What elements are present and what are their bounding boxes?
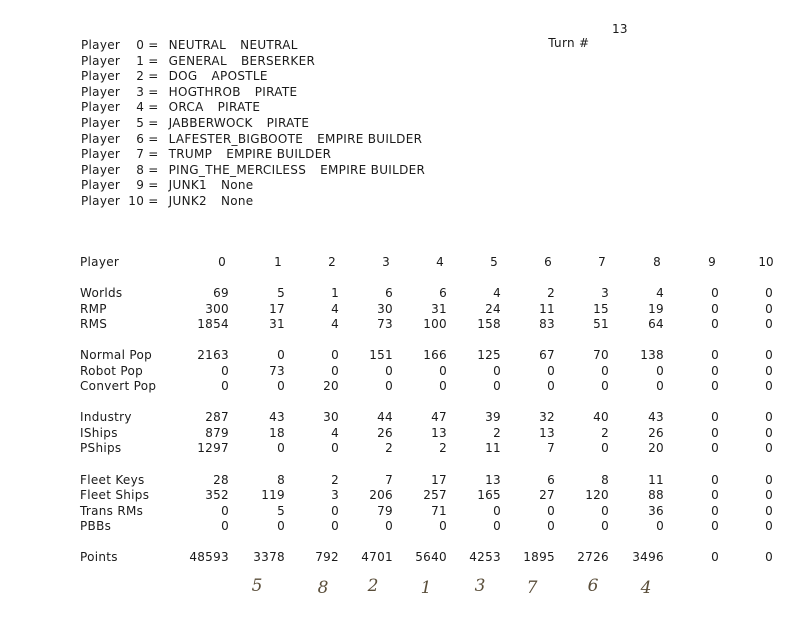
table-cell: 20	[648, 441, 664, 455]
player-name: TRUMP	[168, 147, 213, 162]
table-cell: 125	[477, 348, 501, 362]
player-type: PIRATE	[217, 100, 261, 115]
row-label: PShips	[80, 441, 122, 455]
table-cell: 4	[331, 426, 339, 440]
table-cell: 0	[439, 364, 447, 378]
table-cell: 8	[277, 473, 285, 487]
table-cell: 4	[331, 302, 339, 316]
table-cell: 206	[369, 488, 393, 502]
table-cell: 5	[277, 286, 285, 300]
player-type: PIRATE	[254, 84, 298, 99]
column-header: 6	[544, 255, 552, 269]
table-cell: 4	[656, 286, 664, 300]
table-cell: 0	[547, 379, 555, 393]
table-cell: 47	[431, 410, 447, 424]
table-cell: 3496	[632, 550, 664, 564]
row-label: IShips	[80, 426, 118, 440]
table-cell: 0	[547, 364, 555, 378]
table-cell: 0	[439, 519, 447, 533]
table-cell: 69	[213, 286, 229, 300]
table-header-label: Player	[80, 255, 120, 269]
row-label: Convert Pop	[80, 379, 157, 393]
column-header: 0	[218, 255, 226, 269]
player-type: EMPIRE BUILDER	[320, 162, 426, 177]
table-cell: 11	[648, 473, 664, 487]
table-cell: 30	[377, 302, 393, 316]
player-row-label: Player	[81, 115, 121, 130]
player-type: PIRATE	[266, 115, 310, 130]
table-row	[0, 410, 800, 425]
column-header: 1	[274, 255, 282, 269]
table-cell: 51	[593, 317, 609, 331]
table-cell: 151	[369, 348, 393, 362]
table-cell: 73	[269, 364, 285, 378]
table-row	[0, 473, 800, 488]
handwritten-rank: 8	[317, 578, 329, 598]
table-cell: 0	[711, 348, 719, 362]
table-cell: 6	[439, 286, 447, 300]
table-cell: 0	[221, 379, 229, 393]
equals-sign: =	[144, 53, 159, 68]
table-cell: 0	[711, 379, 719, 393]
table-row	[0, 504, 800, 519]
equals-sign: =	[144, 193, 159, 208]
player-name: JUNK2	[168, 193, 207, 208]
table-cell: 0	[331, 441, 339, 455]
table-cell: 6	[547, 473, 555, 487]
table-cell: 165	[477, 488, 501, 502]
player-row-label: Player	[81, 38, 121, 52]
table-cell: 2	[547, 286, 555, 300]
player-name: ORCA	[168, 100, 204, 115]
table-cell: 100	[423, 317, 447, 331]
table-cell: 0	[547, 519, 555, 533]
handwritten-rank: 4	[640, 578, 652, 598]
table-cell: 0	[221, 364, 229, 378]
player-type: None	[220, 193, 254, 208]
table-cell: 20	[323, 379, 339, 393]
table-cell: 0	[656, 379, 664, 393]
table-cell: 0	[711, 550, 719, 564]
player-name: PING_THE_MERCILESS	[168, 162, 307, 177]
column-header: 3	[382, 255, 390, 269]
table-cell: 83	[539, 317, 555, 331]
table-cell: 2	[385, 441, 393, 455]
handwritten-ranks	[0, 576, 800, 606]
table-cell: 0	[277, 441, 285, 455]
table-cell: 0	[711, 441, 719, 455]
player-number: 3	[136, 84, 145, 99]
table-cell: 31	[269, 317, 285, 331]
player-number: 10	[128, 193, 145, 208]
row-label: RMP	[80, 302, 107, 316]
table-cell: 0	[711, 286, 719, 300]
table-cell: 2	[331, 473, 339, 487]
handwritten-rank: 5	[251, 576, 263, 596]
table-cell: 0	[221, 519, 229, 533]
player-row-label: Player	[81, 100, 121, 115]
row-label: RMS	[80, 317, 108, 331]
table-cell: 31	[431, 302, 447, 316]
table-cell: 1297	[197, 441, 229, 455]
equals-sign: =	[144, 38, 159, 52]
equals-sign: =	[144, 162, 159, 177]
column-header: 4	[436, 255, 444, 269]
table-cell: 0	[277, 348, 285, 362]
table-cell: 0	[277, 519, 285, 533]
table-cell: 67	[539, 348, 555, 362]
table-cell: 0	[765, 286, 773, 300]
table-cell: 0	[765, 519, 773, 533]
table-cell: 32	[539, 410, 555, 424]
table-cell: 7	[547, 441, 555, 455]
table-cell: 30	[323, 410, 339, 424]
table-cell: 0	[711, 364, 719, 378]
turn-value: 13	[612, 22, 628, 36]
table-cell: 0	[331, 504, 339, 518]
table-cell: 13	[539, 426, 555, 440]
player-number: 9	[136, 178, 145, 193]
table-cell: 0	[601, 364, 609, 378]
table-cell: 0	[331, 348, 339, 362]
column-header: 9	[708, 255, 716, 269]
table-cell: 0	[765, 348, 773, 362]
table-cell: 0	[439, 379, 447, 393]
table-cell: 5	[277, 504, 285, 518]
player-number: 1	[136, 53, 145, 68]
table-cell: 3378	[253, 550, 285, 564]
table-cell: 24	[485, 302, 501, 316]
table-cell: 48593	[189, 550, 229, 564]
column-header: 10	[758, 255, 774, 269]
player-row-label: Player	[81, 53, 121, 68]
table-cell: 0	[385, 379, 393, 393]
row-label: Industry	[80, 410, 132, 424]
player-row-label: Player	[81, 162, 121, 177]
turn-label: Turn #	[548, 36, 590, 50]
equals-sign: =	[144, 178, 159, 193]
table-cell: 0	[711, 488, 719, 502]
table-cell: 2	[493, 426, 501, 440]
player-type: EMPIRE BUILDER	[226, 147, 332, 162]
table-cell: 138	[640, 348, 664, 362]
table-cell: 1	[331, 286, 339, 300]
table-cell: 26	[648, 426, 664, 440]
table-cell: 0	[765, 426, 773, 440]
table-cell: 0	[601, 504, 609, 518]
table-row	[0, 286, 800, 301]
table-cell: 6	[385, 286, 393, 300]
player-row-label: Player	[81, 178, 121, 193]
player-name: HOGTHROB	[168, 84, 241, 99]
row-label: Normal Pop	[80, 348, 152, 362]
equals-sign: =	[144, 69, 159, 84]
row-label: Robot Pop	[80, 364, 144, 378]
table-row	[0, 426, 800, 441]
table-cell: 0	[765, 550, 773, 564]
player-name: GENERAL	[168, 53, 227, 68]
equals-sign: =	[144, 131, 159, 146]
table-cell: 0	[601, 441, 609, 455]
table-cell: 13	[485, 473, 501, 487]
table-cell: 40	[593, 410, 609, 424]
table-row	[0, 488, 800, 503]
player-type: EMPIRE BUILDER	[317, 131, 423, 146]
handwritten-rank: 1	[420, 578, 432, 598]
table-cell: 0	[493, 379, 501, 393]
table-cell: 18	[269, 426, 285, 440]
player-number: 8	[136, 162, 145, 177]
table-cell: 0	[656, 519, 664, 533]
table-cell: 11	[485, 441, 501, 455]
player-name: LAFESTER_BIGBOOTE	[168, 131, 304, 146]
handwritten-rank: 3	[474, 576, 486, 596]
handwritten-rank: 2	[367, 576, 379, 596]
table-cell: 4701	[361, 550, 393, 564]
table-cell: 2	[601, 426, 609, 440]
table-cell: 17	[431, 473, 447, 487]
table-cell: 4	[493, 286, 501, 300]
table-cell: 4253	[469, 550, 501, 564]
table-row	[0, 441, 800, 456]
equals-sign: =	[144, 100, 159, 115]
table-cell: 7	[385, 473, 393, 487]
table-cell: 0	[601, 519, 609, 533]
table-cell: 0	[711, 426, 719, 440]
table-cell: 36	[648, 504, 664, 518]
table-cell: 0	[711, 473, 719, 487]
table-row	[0, 519, 800, 534]
table-cell: 0	[547, 504, 555, 518]
table-cell: 0	[601, 379, 609, 393]
player-type: None	[220, 178, 254, 193]
table-cell: 0	[765, 441, 773, 455]
row-label: Points	[80, 550, 118, 564]
player-number: 6	[136, 131, 145, 146]
player-name: JABBERWOCK	[168, 115, 253, 130]
table-cell: 2163	[197, 348, 229, 362]
table-cell: 73	[377, 317, 393, 331]
table-cell: 0	[221, 504, 229, 518]
table-cell: 19	[648, 302, 664, 316]
table-cell: 13	[431, 426, 447, 440]
player-name: NEUTRAL	[168, 38, 227, 52]
table-cell: 0	[656, 364, 664, 378]
column-header: 5	[490, 255, 498, 269]
table-cell: 0	[711, 410, 719, 424]
table-cell: 879	[205, 426, 229, 440]
table-cell: 166	[423, 348, 447, 362]
table-cell: 0	[331, 364, 339, 378]
row-label: Fleet Keys	[80, 473, 145, 487]
table-cell: 15	[593, 302, 609, 316]
table-cell: 0	[385, 519, 393, 533]
equals-sign: =	[144, 84, 159, 99]
table-cell: 3	[331, 488, 339, 502]
player-number: 7	[136, 147, 145, 162]
player-name: JUNK1	[168, 178, 207, 193]
table-cell: 64	[648, 317, 664, 331]
table-cell: 44	[377, 410, 393, 424]
player-number: 4	[136, 100, 145, 115]
player-number: 5	[136, 115, 145, 130]
table-cell: 8	[601, 473, 609, 487]
table-cell: 300	[205, 302, 229, 316]
player-type: APOSTLE	[211, 69, 268, 84]
table-row	[0, 379, 800, 394]
table-cell: 71	[431, 504, 447, 518]
table-cell: 5640	[415, 550, 447, 564]
table-cell: 26	[377, 426, 393, 440]
table-row	[0, 348, 800, 363]
table-cell: 257	[423, 488, 447, 502]
handwritten-rank: 6	[587, 576, 599, 596]
player-row-label: Player	[81, 147, 121, 162]
table-cell: 2726	[577, 550, 609, 564]
equals-sign: =	[144, 147, 159, 162]
table-cell: 17	[269, 302, 285, 316]
table-cell: 119	[261, 488, 285, 502]
table-cell: 0	[331, 519, 339, 533]
column-header: 8	[653, 255, 661, 269]
table-cell: 0	[493, 504, 501, 518]
table-cell: 0	[385, 364, 393, 378]
equals-sign: =	[144, 115, 159, 130]
table-cell: 0	[765, 379, 773, 393]
table-cell: 0	[711, 519, 719, 533]
table-row	[0, 317, 800, 332]
table-cell: 0	[765, 473, 773, 487]
table-cell: 0	[765, 488, 773, 502]
table-cell: 43	[269, 410, 285, 424]
row-label: Worlds	[80, 286, 123, 300]
handwritten-rank: 7	[526, 578, 538, 598]
row-label: PBBs	[80, 519, 112, 533]
table-cell: 120	[585, 488, 609, 502]
table-cell: 0	[493, 519, 501, 533]
table-cell: 39	[485, 410, 501, 424]
table-cell: 11	[539, 302, 555, 316]
table-cell: 3	[601, 286, 609, 300]
table-cell: 158	[477, 317, 501, 331]
table-cell: 79	[377, 504, 393, 518]
table-cell: 28	[213, 473, 229, 487]
table-cell: 0	[711, 302, 719, 316]
table-cell: 0	[765, 504, 773, 518]
player-number: 0	[136, 38, 145, 52]
table-row	[0, 550, 800, 565]
table-cell: 70	[593, 348, 609, 362]
column-header: 7	[598, 255, 606, 269]
table-cell: 0	[765, 364, 773, 378]
table-cell: 0	[277, 379, 285, 393]
player-row-label: Player	[81, 193, 121, 208]
table-cell: 352	[205, 488, 229, 502]
row-label: Trans RMs	[80, 504, 144, 518]
player-row-label: Player	[81, 131, 121, 146]
table-cell: 0	[493, 364, 501, 378]
row-label: Fleet Ships	[80, 488, 150, 502]
table-cell: 1854	[197, 317, 229, 331]
player-type: NEUTRAL	[240, 38, 298, 52]
table-cell: 0	[765, 410, 773, 424]
table-cell: 0	[765, 317, 773, 331]
table-cell: 1895	[523, 550, 555, 564]
column-header: 2	[328, 255, 336, 269]
table-cell: 287	[205, 410, 229, 424]
table-cell: 0	[711, 317, 719, 331]
player-row-label: Player	[81, 69, 121, 84]
table-cell: 43	[648, 410, 664, 424]
table-cell: 0	[765, 302, 773, 316]
table-cell: 88	[648, 488, 664, 502]
table-row	[0, 364, 800, 379]
player-name: DOG	[168, 69, 198, 84]
player-type: BERSERKER	[240, 53, 316, 68]
player-number: 2	[136, 69, 145, 84]
table-cell: 792	[315, 550, 339, 564]
table-cell: 0	[711, 504, 719, 518]
table-cell: 4	[331, 317, 339, 331]
table-header-row	[0, 255, 800, 270]
table-row	[0, 302, 800, 317]
table-cell: 27	[539, 488, 555, 502]
player-row-label: Player	[81, 84, 121, 99]
table-cell: 2	[439, 441, 447, 455]
